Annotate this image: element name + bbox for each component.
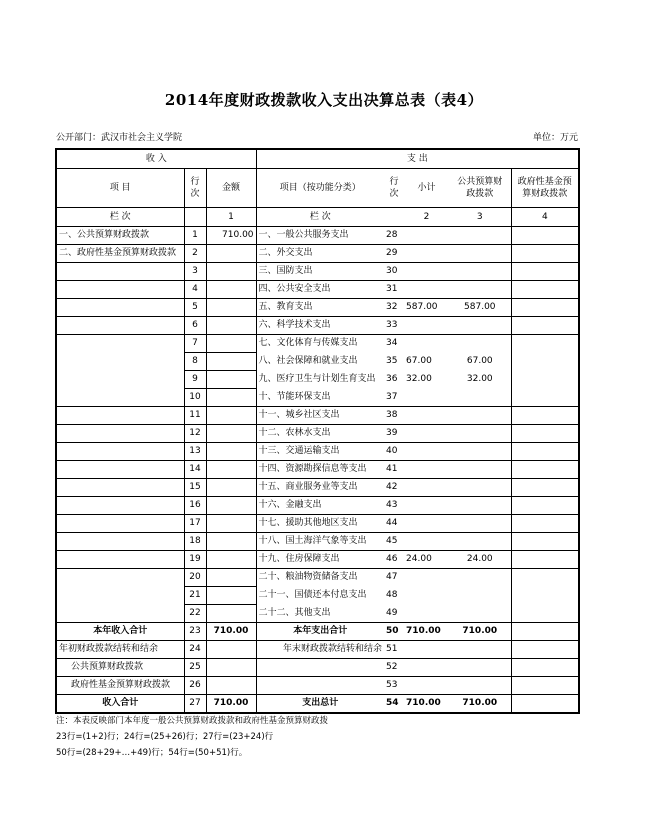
subtotal-cell bbox=[404, 335, 449, 353]
expense-row-no-cell: 47 bbox=[384, 569, 404, 587]
expense-row-no-cell: 51 bbox=[384, 641, 404, 659]
expense-item-cell bbox=[256, 677, 384, 695]
gov-fund-cell bbox=[511, 461, 579, 479]
income-amount-cell bbox=[206, 641, 256, 659]
table-row bbox=[56, 461, 579, 479]
subtotal-cell bbox=[404, 641, 449, 659]
income-amount-cell bbox=[206, 317, 256, 335]
table-row bbox=[56, 479, 579, 497]
subtotal-cell bbox=[404, 443, 449, 461]
note-line: 50行=(28+29+…+49)行；54行=(50+51)行。 bbox=[56, 748, 248, 758]
expense-column-blank bbox=[384, 208, 404, 227]
table-row bbox=[56, 533, 579, 551]
subtotal-cell bbox=[404, 533, 449, 551]
gov-fund-cell bbox=[511, 677, 579, 695]
expense-item-cell: 九、医疗卫生与计划生育支出 bbox=[256, 371, 384, 389]
income-amount-cell bbox=[206, 245, 256, 263]
gov-fund-cell bbox=[511, 587, 579, 605]
table-row bbox=[56, 353, 579, 371]
subtotal-cell bbox=[404, 497, 449, 515]
income-amount-cell bbox=[206, 371, 256, 389]
subtotal-cell bbox=[404, 461, 449, 479]
table-row bbox=[56, 443, 579, 461]
gov-fund-cell bbox=[511, 299, 579, 317]
income-amount-cell bbox=[206, 335, 256, 353]
income-amount-cell bbox=[206, 353, 256, 371]
gov-fund-cell bbox=[511, 659, 579, 677]
income-row-no-cell: 22 bbox=[184, 605, 206, 623]
income-row-no-cell: 10 bbox=[184, 389, 206, 407]
subtotal-cell: 67.00 bbox=[406, 356, 432, 366]
income-amount-cell bbox=[206, 551, 256, 569]
income-item-cell bbox=[56, 605, 184, 623]
subtotal-cell bbox=[404, 407, 449, 425]
income-item-cell: 年初财政拨款结转和结余 bbox=[56, 641, 184, 659]
income-item-cell bbox=[56, 281, 184, 299]
public-budget-cell: 710.00 bbox=[449, 695, 511, 714]
expense-row-no-cell: 32 bbox=[384, 299, 404, 317]
income-amount-cell bbox=[206, 479, 256, 497]
gov-fund-cell bbox=[511, 245, 579, 263]
public-budget-cell bbox=[449, 425, 511, 443]
income-row-no-cell: 27 bbox=[184, 695, 206, 714]
income-amount-header: 金额 bbox=[206, 169, 256, 208]
total-row bbox=[56, 677, 579, 695]
expense-row-no-cell: 41 bbox=[384, 461, 404, 479]
total-row bbox=[56, 695, 579, 714]
expense-row-no-cell: 43 bbox=[384, 497, 404, 515]
income-item-cell bbox=[56, 479, 184, 497]
income-item-cell bbox=[56, 389, 184, 407]
public-budget-cell: 32.00 bbox=[449, 371, 511, 389]
gov-fund-cell bbox=[511, 551, 579, 569]
income-row-no-cell: 24 bbox=[184, 641, 206, 659]
expense-item-cell: 十八、国土海洋气象等支出 bbox=[256, 533, 384, 551]
expense-row-no-cell: 34 bbox=[384, 335, 404, 353]
public-budget-cell: 24.00 bbox=[449, 551, 511, 569]
table-row bbox=[56, 497, 579, 515]
public-budget-cell: 67.00 bbox=[449, 353, 511, 371]
income-row-no-cell: 8 bbox=[184, 353, 206, 371]
income-item-cell bbox=[56, 587, 184, 605]
income-row-no-cell: 6 bbox=[184, 317, 206, 335]
expense-column-label: 栏 次 bbox=[256, 208, 384, 227]
income-amount-cell bbox=[206, 443, 256, 461]
income-amount-cell bbox=[206, 407, 256, 425]
expense-row-no-cell: 46 bbox=[384, 551, 404, 569]
expense-item-cell: 本年支出合计 bbox=[256, 623, 384, 641]
income-item-cell bbox=[56, 371, 184, 389]
public-budget-cell bbox=[449, 335, 511, 353]
fiscal-summary-table bbox=[55, 148, 580, 714]
expense-item-cell: 年末财政拨款结转和结余 bbox=[256, 641, 384, 659]
expense-row-no-cell: 37 bbox=[384, 389, 404, 407]
income-item-cell: 政府性基金预算财政拨款 bbox=[56, 677, 184, 695]
public-budget-header: 公共预算财 政拨款 bbox=[449, 169, 511, 208]
income-row-no-header: 行 次 bbox=[184, 169, 206, 208]
gov-fund-cell bbox=[511, 695, 579, 714]
total-row bbox=[56, 623, 579, 641]
income-item-cell: 公共预算财政拨款 bbox=[56, 659, 184, 677]
expense-item-cell: 十五、商业服务业等支出 bbox=[256, 479, 384, 497]
expense-item-cell: 六、科学技术支出 bbox=[256, 317, 384, 335]
expense-item-cell: 十六、金融支出 bbox=[256, 497, 384, 515]
income-amount-cell bbox=[206, 263, 256, 281]
income-item-cell bbox=[56, 533, 184, 551]
subtotal-cell bbox=[404, 317, 449, 335]
table-row bbox=[56, 245, 579, 263]
expense-row-no-cell: 45 bbox=[384, 533, 404, 551]
note-line: 23行=(1+2)行；24行=(25+26)行；27行=(23+24)行 bbox=[56, 732, 274, 742]
col-number-2: 2 bbox=[404, 208, 449, 227]
expense-item-cell: 八、社会保障和就业支出 bbox=[256, 353, 384, 371]
income-item-cell bbox=[56, 515, 184, 533]
income-row-no-cell: 7 bbox=[184, 335, 206, 353]
table-row bbox=[56, 299, 579, 317]
public-budget-cell bbox=[449, 407, 511, 425]
subtotal-cell bbox=[404, 227, 449, 245]
gov-fund-cell bbox=[511, 605, 579, 623]
income-item-cell bbox=[56, 569, 184, 587]
table-row bbox=[56, 317, 579, 335]
expense-row-no-cell: 53 bbox=[384, 677, 404, 695]
income-row-no-cell: 12 bbox=[184, 425, 206, 443]
expense-row-no-cell: 33 bbox=[384, 317, 404, 335]
subtotal-cell bbox=[404, 389, 449, 407]
expense-item-cell: 七、文化体育与传媒支出 bbox=[256, 335, 384, 353]
public-budget-cell bbox=[449, 245, 511, 263]
table-row bbox=[56, 569, 579, 587]
income-row-no-cell: 25 bbox=[184, 659, 206, 677]
income-amount-cell bbox=[206, 425, 256, 443]
gov-fund-cell bbox=[511, 515, 579, 533]
income-item-cell bbox=[56, 335, 184, 353]
gov-fund-cell bbox=[511, 371, 579, 389]
table-row bbox=[56, 425, 579, 443]
gov-fund-cell bbox=[511, 623, 579, 641]
subtotal-cell bbox=[404, 569, 449, 587]
table-row bbox=[56, 389, 579, 407]
gov-fund-cell bbox=[511, 497, 579, 515]
income-row-no-cell: 23 bbox=[184, 623, 206, 641]
income-column-blank bbox=[184, 208, 206, 227]
subtotal-cell bbox=[404, 677, 449, 695]
income-item-header: 项 目 bbox=[56, 169, 184, 208]
table-row bbox=[56, 263, 579, 281]
gov-fund-cell bbox=[511, 533, 579, 551]
expense-item-cell bbox=[256, 659, 384, 677]
income-row-no-cell: 1 bbox=[184, 227, 206, 245]
table-row bbox=[56, 515, 579, 533]
income-item-cell: 一、公共预算财政拨款 bbox=[56, 227, 184, 245]
public-budget-cell bbox=[449, 587, 511, 605]
expense-item-cell: 一、一般公共服务支出 bbox=[256, 227, 384, 245]
public-budget-cell bbox=[449, 677, 511, 695]
income-amount-cell bbox=[206, 461, 256, 479]
income-row-no-cell: 13 bbox=[184, 443, 206, 461]
income-item-cell bbox=[56, 407, 184, 425]
income-item-cell bbox=[56, 317, 184, 335]
income-row-no-cell: 11 bbox=[184, 407, 206, 425]
income-item-cell: 收入合计 bbox=[56, 695, 184, 714]
subtotal-cell bbox=[404, 425, 449, 443]
unit-label: 单位：万元 bbox=[532, 133, 578, 143]
gov-fund-cell bbox=[511, 641, 579, 659]
subtotal-cell bbox=[404, 515, 449, 533]
expense-item-cell: 十七、援助其他地区支出 bbox=[256, 515, 384, 533]
table-row bbox=[56, 407, 579, 425]
income-row-no-cell: 2 bbox=[184, 245, 206, 263]
expense-row-no-cell: 50 bbox=[384, 623, 404, 641]
col-number-3: 3 bbox=[449, 208, 511, 227]
expense-row-no-cell: 39 bbox=[384, 425, 404, 443]
subtotal-cell: 710.00 bbox=[404, 695, 449, 714]
expense-row-no-cell: 36 bbox=[386, 374, 398, 384]
public-budget-cell bbox=[449, 479, 511, 497]
income-row-no-cell: 19 bbox=[184, 551, 206, 569]
gov-fund-cell bbox=[511, 479, 579, 497]
expense-row-no-cell: 42 bbox=[384, 479, 404, 497]
public-budget-cell bbox=[449, 605, 511, 623]
subtotal-cell bbox=[404, 605, 449, 623]
income-item-cell bbox=[56, 461, 184, 479]
expense-item-cell: 十三、交通运输支出 bbox=[256, 443, 384, 461]
income-amount-cell bbox=[206, 605, 256, 623]
public-budget-cell bbox=[449, 317, 511, 335]
expense-item-cell: 二十、粮油物资储备支出 bbox=[256, 569, 384, 587]
income-row-no-cell: 14 bbox=[184, 461, 206, 479]
expense-row-no-cell: 40 bbox=[384, 443, 404, 461]
public-budget-cell bbox=[449, 515, 511, 533]
subtotal-cell: 710.00 bbox=[404, 623, 449, 641]
income-row-no-cell: 20 bbox=[184, 569, 206, 587]
expense-row-no-header: 行 次 bbox=[384, 169, 404, 208]
income-item-cell bbox=[56, 353, 184, 371]
expense-item-cell: 十、节能环保支出 bbox=[256, 389, 384, 407]
gov-fund-cell bbox=[511, 263, 579, 281]
income-row-no-cell: 16 bbox=[184, 497, 206, 515]
expense-item-cell: 二十一、国债还本付息支出 bbox=[256, 587, 384, 605]
income-amount-cell bbox=[206, 659, 256, 677]
expense-row-no-cell: 48 bbox=[386, 590, 398, 600]
income-item-cell: 二、政府性基金预算财政拨款 bbox=[56, 245, 184, 263]
gov-fund-cell bbox=[511, 443, 579, 461]
expense-row-no-cell: 54 bbox=[384, 695, 404, 714]
subtotal-cell: 32.00 bbox=[406, 374, 432, 384]
expense-row-no-cell: 49 bbox=[384, 605, 404, 623]
income-row-no-cell: 3 bbox=[184, 263, 206, 281]
income-item-cell bbox=[56, 497, 184, 515]
income-amount-cell: 710.00 bbox=[206, 227, 256, 245]
public-budget-cell bbox=[449, 443, 511, 461]
income-row-no-cell: 21 bbox=[184, 587, 206, 605]
income-row-no-cell: 4 bbox=[184, 281, 206, 299]
income-item-cell bbox=[56, 425, 184, 443]
expense-item-cell: 十九、住房保障支出 bbox=[256, 551, 384, 569]
table-row bbox=[56, 371, 579, 389]
expense-row-no-cell: 30 bbox=[384, 263, 404, 281]
table-row bbox=[56, 587, 579, 605]
table-row bbox=[56, 281, 579, 299]
income-item-cell bbox=[56, 443, 184, 461]
income-item-cell: 本年收入合计 bbox=[56, 623, 184, 641]
subtotal-header: 小计 bbox=[404, 169, 449, 208]
gov-fund-cell bbox=[511, 335, 579, 353]
public-budget-cell bbox=[449, 497, 511, 515]
expense-item-cell: 十四、资源勘探信息等支出 bbox=[256, 461, 384, 479]
public-budget-cell bbox=[449, 569, 511, 587]
public-budget-cell bbox=[449, 281, 511, 299]
table-row bbox=[56, 227, 579, 245]
col-number-4: 4 bbox=[511, 208, 579, 227]
gov-fund-cell bbox=[511, 425, 579, 443]
gov-fund-cell bbox=[511, 317, 579, 335]
expense-item-header: 项目（按功能分类） bbox=[256, 169, 384, 208]
income-amount-cell bbox=[206, 299, 256, 317]
subtotal-cell bbox=[404, 245, 449, 263]
income-row-no-cell: 26 bbox=[184, 677, 206, 695]
gov-fund-cell bbox=[511, 389, 579, 407]
income-row-no-cell: 17 bbox=[184, 515, 206, 533]
gov-fund-cell bbox=[511, 353, 579, 371]
public-budget-cell bbox=[449, 389, 511, 407]
public-budget-cell bbox=[449, 263, 511, 281]
table-row bbox=[56, 605, 579, 623]
income-group-header: 收 入 bbox=[56, 149, 256, 169]
income-amount-cell: 710.00 bbox=[206, 695, 256, 714]
expense-item-cell: 二、外交支出 bbox=[256, 245, 384, 263]
income-amount-cell bbox=[206, 569, 256, 587]
income-item-cell bbox=[56, 299, 184, 317]
income-row-no-cell: 18 bbox=[184, 533, 206, 551]
gov-fund-cell bbox=[511, 227, 579, 245]
income-item-cell bbox=[56, 551, 184, 569]
income-amount-cell bbox=[206, 389, 256, 407]
expense-item-cell: 五、教育支出 bbox=[256, 299, 384, 317]
income-amount-cell bbox=[206, 497, 256, 515]
subtotal-cell bbox=[404, 479, 449, 497]
subtotal-cell: 587.00 bbox=[404, 299, 449, 317]
expense-item-cell: 十一、城乡社区支出 bbox=[256, 407, 384, 425]
notes bbox=[56, 713, 328, 761]
table-row bbox=[56, 335, 579, 353]
gov-fund-cell bbox=[511, 281, 579, 299]
gov-fund-cell bbox=[511, 407, 579, 425]
expense-item-cell: 三、国防支出 bbox=[256, 263, 384, 281]
expense-item-cell: 二十二、其他支出 bbox=[256, 605, 384, 623]
expense-row-no-cell: 52 bbox=[384, 659, 404, 677]
total-row bbox=[56, 641, 579, 659]
public-budget-cell: 710.00 bbox=[449, 623, 511, 641]
table-row bbox=[56, 551, 579, 569]
subtotal-cell bbox=[404, 587, 449, 605]
expense-row-no-cell: 38 bbox=[384, 407, 404, 425]
expense-row-no-cell: 29 bbox=[384, 245, 404, 263]
income-amount-cell: 710.00 bbox=[206, 623, 256, 641]
expense-item-cell: 十二、农林水支出 bbox=[256, 425, 384, 443]
department-label: 公开部门：武汉市社会主义学院 bbox=[56, 133, 183, 143]
public-budget-cell bbox=[449, 641, 511, 659]
income-row-no-cell: 15 bbox=[184, 479, 206, 497]
income-amount-cell bbox=[206, 677, 256, 695]
note-line: 注：本表反映部门本年度一般公共预算财政拨款和政府性基金预算财政拨 bbox=[56, 716, 329, 726]
income-row-no-cell: 5 bbox=[184, 299, 206, 317]
expense-row-no-cell: 28 bbox=[384, 227, 404, 245]
subtotal-cell bbox=[404, 659, 449, 677]
expense-row-no-cell: 31 bbox=[384, 281, 404, 299]
subtotal-cell bbox=[404, 263, 449, 281]
expense-item-cell: 四、公共安全支出 bbox=[256, 281, 384, 299]
income-column-label: 栏 次 bbox=[56, 208, 184, 227]
public-budget-cell bbox=[449, 533, 511, 551]
income-amount-cell bbox=[206, 515, 256, 533]
report-title: 2014年度财政拨款收入支出决算总表（表4） bbox=[164, 91, 484, 109]
expense-item-cell: 支出总计 bbox=[256, 695, 384, 714]
expense-row-no-cell: 44 bbox=[384, 515, 404, 533]
income-amount-cell bbox=[206, 533, 256, 551]
subtotal-cell bbox=[404, 281, 449, 299]
income-item-cell bbox=[56, 263, 184, 281]
public-budget-cell bbox=[449, 659, 511, 677]
subtotal-cell: 24.00 bbox=[404, 551, 449, 569]
total-row bbox=[56, 659, 579, 677]
public-budget-cell bbox=[449, 461, 511, 479]
public-budget-cell: 587.00 bbox=[449, 299, 511, 317]
income-amount-cell bbox=[206, 587, 256, 605]
expense-group-header: 支 出 bbox=[256, 149, 579, 169]
col-number-1: 1 bbox=[206, 208, 256, 227]
gov-fund-header: 政府性基金预 算财政拨款 bbox=[511, 169, 579, 208]
income-row-no-cell: 9 bbox=[184, 371, 206, 389]
public-budget-cell bbox=[449, 227, 511, 245]
gov-fund-cell bbox=[511, 569, 579, 587]
expense-row-no-cell: 35 bbox=[386, 356, 398, 366]
income-amount-cell bbox=[206, 281, 256, 299]
